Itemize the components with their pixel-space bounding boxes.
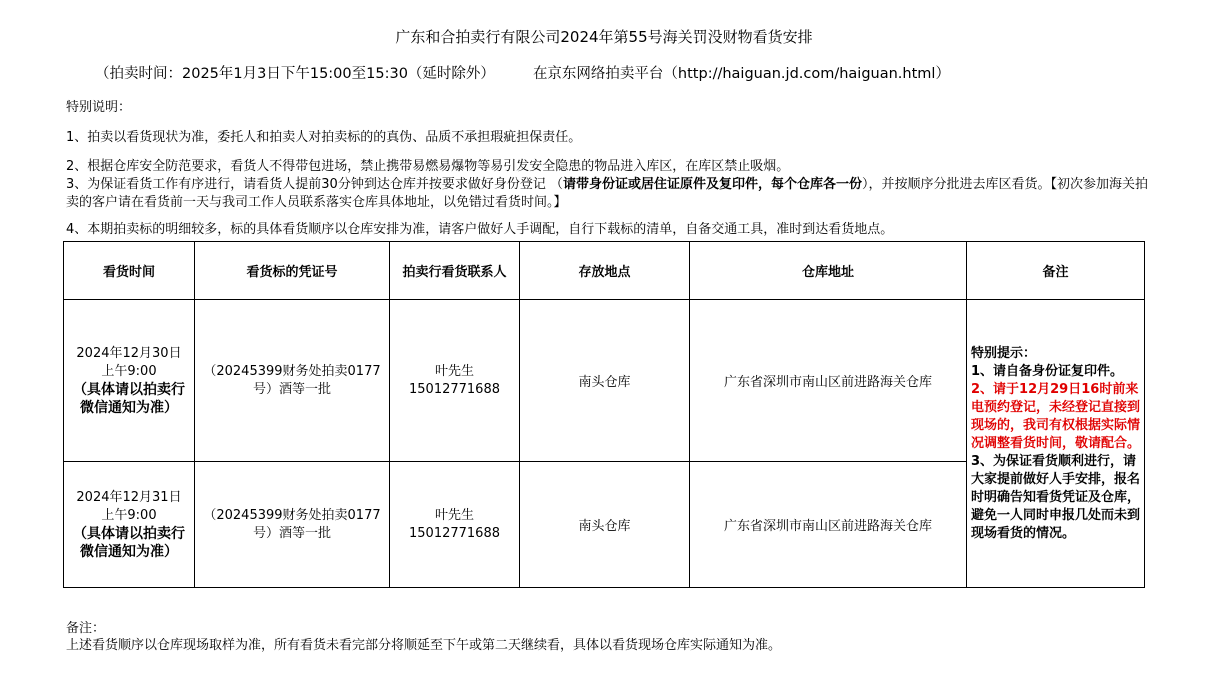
note-3-part-a: 3、为保证看货工作有序进行，请看货人提前30分钟到达仓库并按要求做好身份登记 （ xyxy=(66,177,563,192)
footer-heading: 备注： xyxy=(66,621,106,636)
note-3-id-requirement: 请带身份证或居住证原件及复印件，每个仓库各一份 xyxy=(562,177,862,192)
notes-heading: 特别说明： xyxy=(66,100,132,115)
location-cell: 南头仓库 xyxy=(520,300,690,462)
viewing-time-cell xyxy=(64,462,195,588)
auction-time: （拍卖时间：2025年1月3日下午15:00至15:30（延时除外） xyxy=(95,66,495,82)
address-cell: 广东省深圳市南山区前进路海关仓库 xyxy=(690,300,967,462)
remark-1: 1、请自备身份证复印件。 xyxy=(971,363,1124,379)
contact-phone: 15012771688 xyxy=(409,381,500,397)
wechat-notice: （具体请以拍卖行微信通知为准） xyxy=(73,381,185,416)
location-cell: 南头仓库 xyxy=(520,462,690,588)
note-3-part-c: ），并按顺序分批进去库区看货。【初次参加海关拍卖的客户请在看货前一天与我司工作人员联系落实仓库具体地址，以免错过看货时间。】 xyxy=(66,177,1148,210)
note-1: 1、拍卖以看货现状为准，委托人和拍卖人对拍卖标的的真伪、品质不承担瑕疵担保责任。 xyxy=(66,130,582,145)
contact-cell xyxy=(390,462,520,588)
viewing-hour: 上午9:00 xyxy=(101,507,157,523)
contact-cell xyxy=(390,300,520,462)
auction-platform: 在京东网络拍卖平台（http://haiguan.jd.com/haiguan.html） xyxy=(532,66,950,82)
note-3 xyxy=(66,176,1156,212)
voucher-cell: （20245399财务处拍卖0177号）酒等一批 xyxy=(195,300,390,462)
page-title: 广东和合拍卖行有限公司2024年第55号海关罚没财物看货安排 xyxy=(395,28,813,46)
address-cell: 广东省深圳市南山区前进路海关仓库 xyxy=(690,462,967,588)
viewing-time-cell xyxy=(64,300,195,462)
viewing-date: 2024年12月31日 xyxy=(76,489,182,505)
note-4: 4、本期拍卖标的明细较多，标的具体看货顺序以仓库安排为准，请客户做好人手调配，自行下载标的清单，自备交通工具，准时到达看货地点。 xyxy=(66,222,894,237)
viewing-hour: 上午9:00 xyxy=(101,363,157,379)
viewing-date: 2024年12月30日 xyxy=(76,345,182,361)
voucher-cell: （20245399财务处拍卖0177号）酒等一批 xyxy=(195,462,390,588)
header-remark: 备注 xyxy=(967,242,1145,300)
note-2: 2、根据仓库安全防范要求，看货人不得带包进场，禁止携带易燃易爆物等易引发安全隐患的物品进入库区，在库区禁止吸烟。 xyxy=(66,159,790,174)
table-header-row xyxy=(64,242,1145,300)
header-contact: 拍卖行看货联系人 xyxy=(390,242,520,300)
auction-info xyxy=(95,62,950,83)
contact-name: 叶先生 xyxy=(434,507,474,523)
remark-cell xyxy=(967,300,1145,588)
header-address: 仓库地址 xyxy=(690,242,967,300)
header-voucher: 看货标的凭证号 xyxy=(195,242,390,300)
contact-phone: 15012771688 xyxy=(409,525,500,541)
remark-2-warning: 2、请于12月29日16时前来电预约登记，未经登记直接到现场的，我司有权根据实际情况调整看货时间，敬请配合。 xyxy=(971,381,1141,451)
contact-name: 叶先生 xyxy=(434,363,474,379)
viewing-schedule-table xyxy=(63,241,1145,588)
header-viewing-time: 看货时间 xyxy=(64,242,195,300)
remark-heading: 特别提示： xyxy=(971,345,1037,361)
remark-3: 3、为保证看货顺利进行，请大家提前做好人手安排，报名时明确告知看货凭证及仓库，避免一人同时申报几处而未到现场看货的情况。 xyxy=(971,453,1141,541)
wechat-notice: （具体请以拍卖行微信通知为准） xyxy=(73,525,185,560)
table-row xyxy=(64,300,1145,462)
header-location: 存放地点 xyxy=(520,242,690,300)
footer-text: 上述看货顺序以仓库现场取样为准，所有看货未看完部分将顺延至下午或第二天继续看，具体以看货现场仓库实际通知为准。 xyxy=(66,638,782,653)
